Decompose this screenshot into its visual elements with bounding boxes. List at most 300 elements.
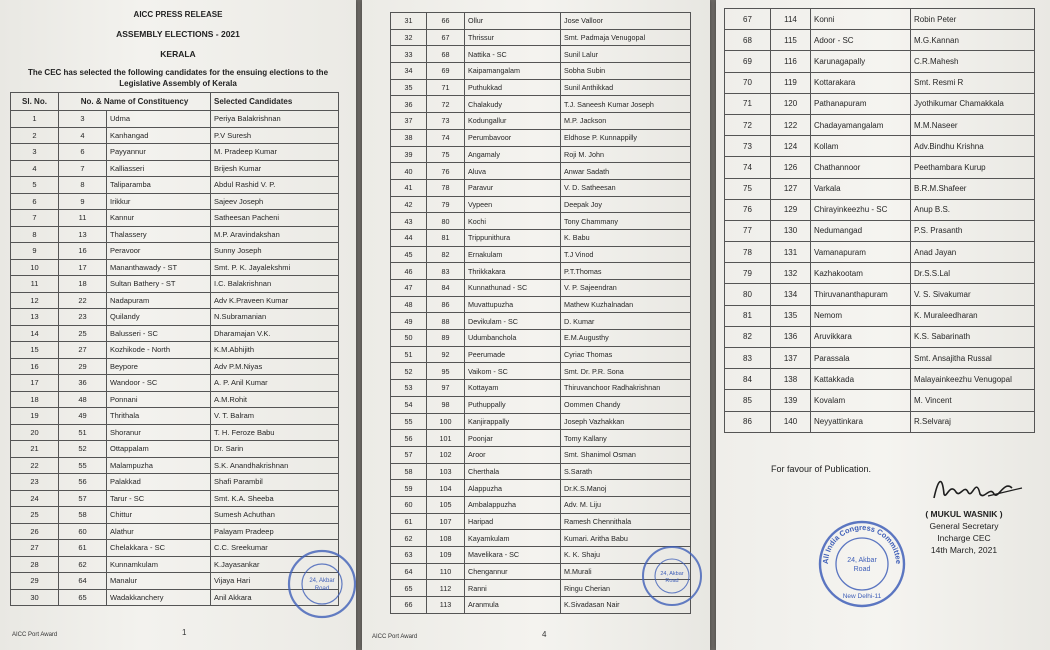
sl-no-cell: 68 bbox=[725, 30, 771, 51]
candidate-name-cell: Dr. Sarin bbox=[211, 441, 339, 458]
sl-no-cell: 52 bbox=[391, 363, 427, 380]
candidate-row bbox=[725, 348, 1035, 369]
constituency-no-cell: 88 bbox=[427, 313, 465, 330]
sl-no-cell: 78 bbox=[725, 242, 771, 263]
constituency-no-cell: 83 bbox=[427, 263, 465, 280]
candidate-name-cell: Sobha Subin bbox=[561, 63, 691, 80]
sl-no-cell: 39 bbox=[391, 146, 427, 163]
sl-no-cell: 74 bbox=[725, 157, 771, 178]
signatory-name: ( MUKUL WASNIK ) bbox=[925, 509, 1003, 519]
constituency-name-cell: Ranni bbox=[465, 580, 561, 597]
candidate-name-cell: N.Subramanian bbox=[211, 309, 339, 326]
sl-no-cell: 18 bbox=[11, 391, 59, 408]
constituency-name-cell: Kannur bbox=[107, 210, 211, 227]
seal-line2: Road bbox=[314, 586, 330, 592]
candidate-row bbox=[391, 46, 691, 63]
sl-no-cell: 58 bbox=[391, 463, 427, 480]
candidate-name-cell: Dharamajan V.K. bbox=[211, 325, 339, 342]
constituency-no-cell: 13 bbox=[59, 226, 107, 243]
candidate-name-cell: M.Murali bbox=[561, 563, 691, 580]
candidate-row bbox=[11, 276, 339, 293]
constituency-name-cell: Paravur bbox=[465, 179, 561, 196]
sl-no-cell: 3 bbox=[11, 144, 59, 161]
constituency-no-cell: 27 bbox=[59, 342, 107, 359]
constituency-no-cell: 102 bbox=[427, 446, 465, 463]
constituency-no-cell: 60 bbox=[59, 523, 107, 540]
sl-no-cell: 25 bbox=[11, 507, 59, 524]
sl-no-cell: 12 bbox=[11, 292, 59, 309]
constituency-no-cell: 23 bbox=[59, 309, 107, 326]
sl-no-cell: 36 bbox=[391, 96, 427, 113]
constituency-name-cell: Thrikkakara bbox=[465, 263, 561, 280]
sl-no-cell: 48 bbox=[391, 296, 427, 313]
constituency-no-cell: 122 bbox=[771, 114, 811, 135]
constituency-name-cell: Thalassery bbox=[107, 226, 211, 243]
constituency-no-cell: 17 bbox=[59, 259, 107, 276]
constituency-no-cell: 49 bbox=[59, 408, 107, 425]
candidate-name-cell: K. Muraleedharan bbox=[911, 305, 1035, 326]
sl-no-cell: 13 bbox=[11, 309, 59, 326]
candidate-name-cell: Adv K.Praveen Kumar bbox=[211, 292, 339, 309]
sl-no-cell: 14 bbox=[11, 325, 59, 342]
sl-no-cell: 79 bbox=[725, 263, 771, 284]
candidate-name-cell: M.P. Aravindakshan bbox=[211, 226, 339, 243]
constituency-name-cell: Chathannoor bbox=[811, 157, 911, 178]
constituency-name-cell: Kunnamkulam bbox=[107, 556, 211, 573]
candidate-row bbox=[11, 210, 339, 227]
candidate-name-cell: T.J. Saneesh Kumar Joseph bbox=[561, 96, 691, 113]
constituency-no-cell: 115 bbox=[771, 30, 811, 51]
candidate-name-cell: Dr.K.S.Manoj bbox=[561, 480, 691, 497]
constituency-name-cell: Udumbanchola bbox=[465, 330, 561, 347]
candidate-row bbox=[391, 229, 691, 246]
candidate-row bbox=[11, 292, 339, 309]
constituency-no-cell: 25 bbox=[59, 325, 107, 342]
sl-no-cell: 7 bbox=[11, 210, 59, 227]
constituency-name-cell: Shoranur bbox=[107, 424, 211, 441]
signatory-role: Incharge CEC bbox=[937, 533, 991, 543]
candidate-name-cell: Oommen Chandy bbox=[561, 396, 691, 413]
sl-no-cell: 24 bbox=[11, 490, 59, 507]
constituency-name-cell: Ponnani bbox=[107, 391, 211, 408]
candidate-row bbox=[391, 330, 691, 347]
state-heading: KERALA bbox=[160, 49, 196, 59]
candidate-row bbox=[11, 424, 339, 441]
constituency-no-cell: 78 bbox=[427, 179, 465, 196]
candidate-name-cell: M.G.Kannan bbox=[911, 30, 1035, 51]
sl-no-cell: 29 bbox=[11, 573, 59, 590]
candidate-row bbox=[11, 325, 339, 342]
candidate-row bbox=[391, 496, 691, 513]
sl-no-cell: 17 bbox=[11, 375, 59, 392]
constituency-name-cell: Aruvikkara bbox=[811, 326, 911, 347]
sl-no-cell: 43 bbox=[391, 213, 427, 230]
constituency-no-cell: 134 bbox=[771, 284, 811, 305]
constituency-no-cell: 29 bbox=[59, 358, 107, 375]
candidate-row bbox=[725, 51, 1035, 72]
sl-no-cell: 53 bbox=[391, 380, 427, 397]
candidate-name-cell: T. H. Feroze Babu bbox=[211, 424, 339, 441]
candidate-name-cell: T.J Vinod bbox=[561, 246, 691, 263]
candidate-row bbox=[391, 413, 691, 430]
sl-no-cell: 57 bbox=[391, 446, 427, 463]
sl-no-cell: 38 bbox=[391, 129, 427, 146]
candidate-name-cell: Adv. M. Liju bbox=[561, 496, 691, 513]
candidate-row bbox=[725, 263, 1035, 284]
signatory-block bbox=[904, 508, 1024, 556]
constituency-name-cell: Irikkur bbox=[107, 193, 211, 210]
sl-no-cell: 27 bbox=[11, 540, 59, 557]
signatory-date: 14th March, 2021 bbox=[930, 545, 998, 555]
sl-no-cell: 69 bbox=[725, 51, 771, 72]
constituency-name-cell: Nadapuram bbox=[107, 292, 211, 309]
constituency-name-cell: Kanhangad bbox=[107, 127, 211, 144]
sl-no-cell: 63 bbox=[391, 547, 427, 564]
constituency-no-cell: 55 bbox=[59, 457, 107, 474]
constituency-no-cell: 109 bbox=[427, 547, 465, 564]
sl-no-cell: 47 bbox=[391, 280, 427, 297]
constituency-name-cell: Kottayam bbox=[465, 380, 561, 397]
constituency-no-cell: 103 bbox=[427, 463, 465, 480]
candidate-name-cell: K. K. Shaju bbox=[561, 547, 691, 564]
candidate-row bbox=[391, 146, 691, 163]
constituency-no-cell: 16 bbox=[59, 243, 107, 260]
candidate-name-cell: Adv P.M.Niyas bbox=[211, 358, 339, 375]
constituency-no-cell: 82 bbox=[427, 246, 465, 263]
candidate-name-cell: M. Vincent bbox=[911, 390, 1035, 411]
constituency-no-cell: 36 bbox=[59, 375, 107, 392]
candidate-name-cell: Tony Chammany bbox=[561, 213, 691, 230]
constituency-no-cell: 108 bbox=[427, 530, 465, 547]
sl-no-cell: 70 bbox=[725, 72, 771, 93]
constituency-name-cell: Vaikom - SC bbox=[465, 363, 561, 380]
constituency-no-cell: 89 bbox=[427, 330, 465, 347]
candidate-row bbox=[725, 114, 1035, 135]
candidate-name-cell: Sajeev Joseph bbox=[211, 193, 339, 210]
candidate-name-cell: M.P. Jackson bbox=[561, 113, 691, 130]
constituency-name-cell: Peerumade bbox=[465, 346, 561, 363]
sl-no-cell: 1 bbox=[11, 111, 59, 128]
candidate-table-page-1 bbox=[10, 92, 339, 606]
constituency-no-cell: 100 bbox=[427, 413, 465, 430]
sl-no-cell: 56 bbox=[391, 430, 427, 447]
constituency-name-cell: Poonjar bbox=[465, 430, 561, 447]
candidate-name-cell: Thiruvanchoor Radhakrishnan bbox=[561, 380, 691, 397]
constituency-name-cell: Kollam bbox=[811, 136, 911, 157]
candidate-name-cell: Shafi Parambil bbox=[211, 474, 339, 491]
sl-no-cell: 5 bbox=[11, 177, 59, 194]
candidate-name-cell: V. P. Sajeendran bbox=[561, 280, 691, 297]
candidate-name-cell: Ramesh Chennithala bbox=[561, 513, 691, 530]
sl-no-cell: 30 bbox=[11, 589, 59, 606]
aicc-seal-stamp bbox=[286, 548, 356, 620]
sl-no-cell: 85 bbox=[725, 390, 771, 411]
constituency-name-cell: Pathanapuram bbox=[811, 93, 911, 114]
candidate-name-cell: A.M.Rohit bbox=[211, 391, 339, 408]
constituency-no-cell: 58 bbox=[59, 507, 107, 524]
constituency-no-cell: 68 bbox=[427, 46, 465, 63]
candidate-row bbox=[11, 193, 339, 210]
signatory-title: General Secretary bbox=[929, 521, 999, 531]
candidate-row bbox=[725, 220, 1035, 241]
constituency-no-cell: 51 bbox=[59, 424, 107, 441]
candidate-row bbox=[725, 390, 1035, 411]
sl-no-cell: 44 bbox=[391, 229, 427, 246]
candidate-name-cell: Ringu Cherian bbox=[561, 580, 691, 597]
constituency-name-cell: Chengannur bbox=[465, 563, 561, 580]
constituency-no-cell: 22 bbox=[59, 292, 107, 309]
constituency-name-cell: Thiruvananthapuram bbox=[811, 284, 911, 305]
constituency-no-cell: 126 bbox=[771, 157, 811, 178]
sl-no-cell: 55 bbox=[391, 413, 427, 430]
candidate-row bbox=[11, 144, 339, 161]
constituency-no-cell: 136 bbox=[771, 326, 811, 347]
constituency-name-cell: Tarur - SC bbox=[107, 490, 211, 507]
constituency-no-cell: 52 bbox=[59, 441, 107, 458]
constituency-name-cell: Aranmula bbox=[465, 597, 561, 614]
constituency-no-cell: 81 bbox=[427, 229, 465, 246]
press-footer-note: AICC Port Award bbox=[372, 634, 418, 640]
constituency-name-cell: Varkala bbox=[811, 178, 911, 199]
constituency-no-cell: 113 bbox=[427, 597, 465, 614]
constituency-no-cell: 110 bbox=[427, 563, 465, 580]
candidate-row bbox=[391, 430, 691, 447]
candidate-name-cell: Sunil Anthikkad bbox=[561, 79, 691, 96]
candidate-name-cell: M. Pradeep Kumar bbox=[211, 144, 339, 161]
page-number: 1 bbox=[182, 628, 187, 637]
constituency-name-cell: Nemom bbox=[811, 305, 911, 326]
constituency-name-cell: Alappuzha bbox=[465, 480, 561, 497]
candidate-row bbox=[11, 160, 339, 177]
constituency-no-cell: 116 bbox=[771, 51, 811, 72]
candidate-row bbox=[11, 342, 339, 359]
candidate-name-cell: Satheesan Pacheni bbox=[211, 210, 339, 227]
candidate-row bbox=[391, 280, 691, 297]
candidate-row bbox=[391, 79, 691, 96]
constituency-name-cell: Ambalappuzha bbox=[465, 496, 561, 513]
candidate-row bbox=[11, 408, 339, 425]
candidate-name-cell: A. P. Anil Kumar bbox=[211, 375, 339, 392]
candidate-row bbox=[725, 9, 1035, 30]
candidate-name-cell: V. D. Satheesan bbox=[561, 179, 691, 196]
candidate-name-cell: Adv.Bindhu Krishna bbox=[911, 136, 1035, 157]
constituency-no-cell: 105 bbox=[427, 496, 465, 513]
constituency-no-cell: 104 bbox=[427, 480, 465, 497]
sl-no-cell: 9 bbox=[11, 243, 59, 260]
sl-no-cell: 32 bbox=[391, 29, 427, 46]
constituency-no-cell: 76 bbox=[427, 163, 465, 180]
constituency-name-cell: Perumbavoor bbox=[465, 129, 561, 146]
constituency-name-cell: Aluva bbox=[465, 163, 561, 180]
constituency-no-cell: 132 bbox=[771, 263, 811, 284]
sl-no-cell: 41 bbox=[391, 179, 427, 196]
sl-no-cell: 15 bbox=[11, 342, 59, 359]
candidate-name-cell: D. Kumar bbox=[561, 313, 691, 330]
candidate-name-cell: Deepak Joy bbox=[561, 196, 691, 213]
candidate-row bbox=[725, 326, 1035, 347]
constituency-no-cell: 80 bbox=[427, 213, 465, 230]
candidate-name-cell: Robin Peter bbox=[911, 9, 1035, 30]
release-heading: AICC PRESS RELEASE bbox=[133, 10, 223, 19]
constituency-no-cell: 74 bbox=[427, 129, 465, 146]
constituency-name-cell: Kozhikode - North bbox=[107, 342, 211, 359]
constituency-name-cell: Chirayinkeezhu - SC bbox=[811, 199, 911, 220]
col-constituency: No. & Name of Constituency bbox=[59, 93, 211, 111]
constituency-name-cell: Puthukkad bbox=[465, 79, 561, 96]
constituency-name-cell: Kunnathunad - SC bbox=[465, 280, 561, 297]
sl-no-cell: 37 bbox=[391, 113, 427, 130]
candidate-row bbox=[725, 178, 1035, 199]
candidate-name-cell: B.R.M.Shafeer bbox=[911, 178, 1035, 199]
candidate-row bbox=[725, 369, 1035, 390]
candidate-row bbox=[725, 136, 1035, 157]
constituency-no-cell: 114 bbox=[771, 9, 811, 30]
seal-line1: 24, Akbar bbox=[847, 557, 877, 564]
constituency-no-cell: 84 bbox=[427, 280, 465, 297]
constituency-name-cell: Haripad bbox=[465, 513, 561, 530]
candidate-name-cell: P.S. Prasanth bbox=[911, 220, 1035, 241]
candidate-name-cell: Smt. Shanimol Osman bbox=[561, 446, 691, 463]
candidate-name-cell: Smt. K.A. Sheeba bbox=[211, 490, 339, 507]
constituency-no-cell: 127 bbox=[771, 178, 811, 199]
seal-ring-text: All India Congress Committee bbox=[820, 522, 904, 565]
constituency-name-cell: Thrissur bbox=[465, 29, 561, 46]
candidate-row bbox=[391, 263, 691, 280]
constituency-name-cell: Kayamkulam bbox=[465, 530, 561, 547]
candidate-row bbox=[725, 284, 1035, 305]
constituency-no-cell: 6 bbox=[59, 144, 107, 161]
constituency-name-cell: Chittur bbox=[107, 507, 211, 524]
candidate-row bbox=[391, 29, 691, 46]
sl-no-cell: 50 bbox=[391, 330, 427, 347]
constituency-no-cell: 57 bbox=[59, 490, 107, 507]
constituency-no-cell: 95 bbox=[427, 363, 465, 380]
constituency-name-cell: Kanjirappally bbox=[465, 413, 561, 430]
election-heading: ASSEMBLY ELECTIONS - 2021 bbox=[116, 29, 240, 39]
candidate-name-cell: Sunny Joseph bbox=[211, 243, 339, 260]
constituency-name-cell: Chalakudy bbox=[465, 96, 561, 113]
constituency-name-cell: Kaipamangalam bbox=[465, 63, 561, 80]
sl-no-cell: 11 bbox=[11, 276, 59, 293]
constituency-name-cell: Muvattupuzha bbox=[465, 296, 561, 313]
constituency-no-cell: 139 bbox=[771, 390, 811, 411]
candidate-row bbox=[11, 226, 339, 243]
sl-no-cell: 23 bbox=[11, 474, 59, 491]
candidate-row bbox=[725, 242, 1035, 263]
candidate-row bbox=[391, 96, 691, 113]
constituency-no-cell: 18 bbox=[59, 276, 107, 293]
candidate-row bbox=[391, 246, 691, 263]
constituency-name-cell: Trippunithura bbox=[465, 229, 561, 246]
candidate-name-cell: E.M.Augusthy bbox=[561, 330, 691, 347]
constituency-name-cell: Malampuzha bbox=[107, 457, 211, 474]
sl-no-cell: 80 bbox=[725, 284, 771, 305]
constituency-no-cell: 86 bbox=[427, 296, 465, 313]
candidate-row bbox=[391, 163, 691, 180]
sl-no-cell: 19 bbox=[11, 408, 59, 425]
sl-no-cell: 83 bbox=[725, 348, 771, 369]
candidate-name-cell: K. Babu bbox=[561, 229, 691, 246]
candidate-row bbox=[11, 391, 339, 408]
sl-no-cell: 35 bbox=[391, 79, 427, 96]
press-release-page-3 bbox=[716, 0, 1050, 650]
sl-no-cell: 81 bbox=[725, 305, 771, 326]
constituency-no-cell: 138 bbox=[771, 369, 811, 390]
seal-line1: 24, Akbar bbox=[660, 571, 684, 577]
constituency-name-cell: Manalur bbox=[107, 573, 211, 590]
candidate-row bbox=[391, 296, 691, 313]
candidate-row bbox=[391, 179, 691, 196]
constituency-no-cell: 11 bbox=[59, 210, 107, 227]
constituency-no-cell: 4 bbox=[59, 127, 107, 144]
candidate-name-cell: Smt. Resmi R bbox=[911, 72, 1035, 93]
constituency-no-cell: 107 bbox=[427, 513, 465, 530]
constituency-no-cell: 98 bbox=[427, 396, 465, 413]
candidate-row bbox=[391, 346, 691, 363]
candidate-name-cell: Anup B.S. bbox=[911, 199, 1035, 220]
sl-no-cell: 77 bbox=[725, 220, 771, 241]
candidate-name-cell: R.Selvaraj bbox=[911, 411, 1035, 432]
candidate-name-cell: Anil Akkara bbox=[211, 589, 339, 606]
seal-line2: Road bbox=[665, 578, 679, 584]
constituency-name-cell: Alathur bbox=[107, 523, 211, 540]
constituency-name-cell: Kazhakootam bbox=[811, 263, 911, 284]
constituency-no-cell: 56 bbox=[59, 474, 107, 491]
candidate-table-page-3 bbox=[724, 8, 1035, 433]
candidate-table-page-2 bbox=[390, 12, 691, 614]
constituency-no-cell: 73 bbox=[427, 113, 465, 130]
candidate-row bbox=[725, 93, 1035, 114]
constituency-name-cell: Kalliasseri bbox=[107, 160, 211, 177]
sl-no-cell: 6 bbox=[11, 193, 59, 210]
constituency-no-cell: 129 bbox=[771, 199, 811, 220]
constituency-no-cell: 61 bbox=[59, 540, 107, 557]
constituency-no-cell: 97 bbox=[427, 380, 465, 397]
sl-no-cell: 72 bbox=[725, 114, 771, 135]
candidate-name-cell: C.R.Mahesh bbox=[911, 51, 1035, 72]
constituency-name-cell: Cherthala bbox=[465, 463, 561, 480]
sl-no-cell: 54 bbox=[391, 396, 427, 413]
sl-no-cell: 10 bbox=[11, 259, 59, 276]
candidate-name-cell: V. S. Sivakumar bbox=[911, 284, 1035, 305]
sl-no-cell: 22 bbox=[11, 457, 59, 474]
constituency-name-cell: Neyyattinkara bbox=[811, 411, 911, 432]
constituency-no-cell: 131 bbox=[771, 242, 811, 263]
constituency-name-cell: Kovalam bbox=[811, 390, 911, 411]
sl-no-cell: 31 bbox=[391, 13, 427, 30]
constituency-no-cell: 137 bbox=[771, 348, 811, 369]
candidate-name-cell: K.Jayasankar bbox=[211, 556, 339, 573]
sl-no-cell: 86 bbox=[725, 411, 771, 432]
candidate-name-cell: Peethambara Kurup bbox=[911, 157, 1035, 178]
sl-no-cell: 60 bbox=[391, 496, 427, 513]
candidate-name-cell: Sumesh Achuthan bbox=[211, 507, 339, 524]
constituency-no-cell: 62 bbox=[59, 556, 107, 573]
constituency-name-cell: Konni bbox=[811, 9, 911, 30]
constituency-name-cell: Quilandy bbox=[107, 309, 211, 326]
candidate-name-cell: Sunil Lalur bbox=[561, 46, 691, 63]
candidate-row bbox=[725, 411, 1035, 432]
constituency-name-cell: Angamaly bbox=[465, 146, 561, 163]
constituency-no-cell: 64 bbox=[59, 573, 107, 590]
candidate-row bbox=[11, 177, 339, 194]
constituency-no-cell: 3 bbox=[59, 111, 107, 128]
constituency-name-cell: Parassala bbox=[811, 348, 911, 369]
candidate-row bbox=[725, 72, 1035, 93]
constituency-no-cell: 7 bbox=[59, 160, 107, 177]
candidate-row bbox=[11, 441, 339, 458]
col-candidate: Selected Candidates bbox=[211, 93, 339, 111]
